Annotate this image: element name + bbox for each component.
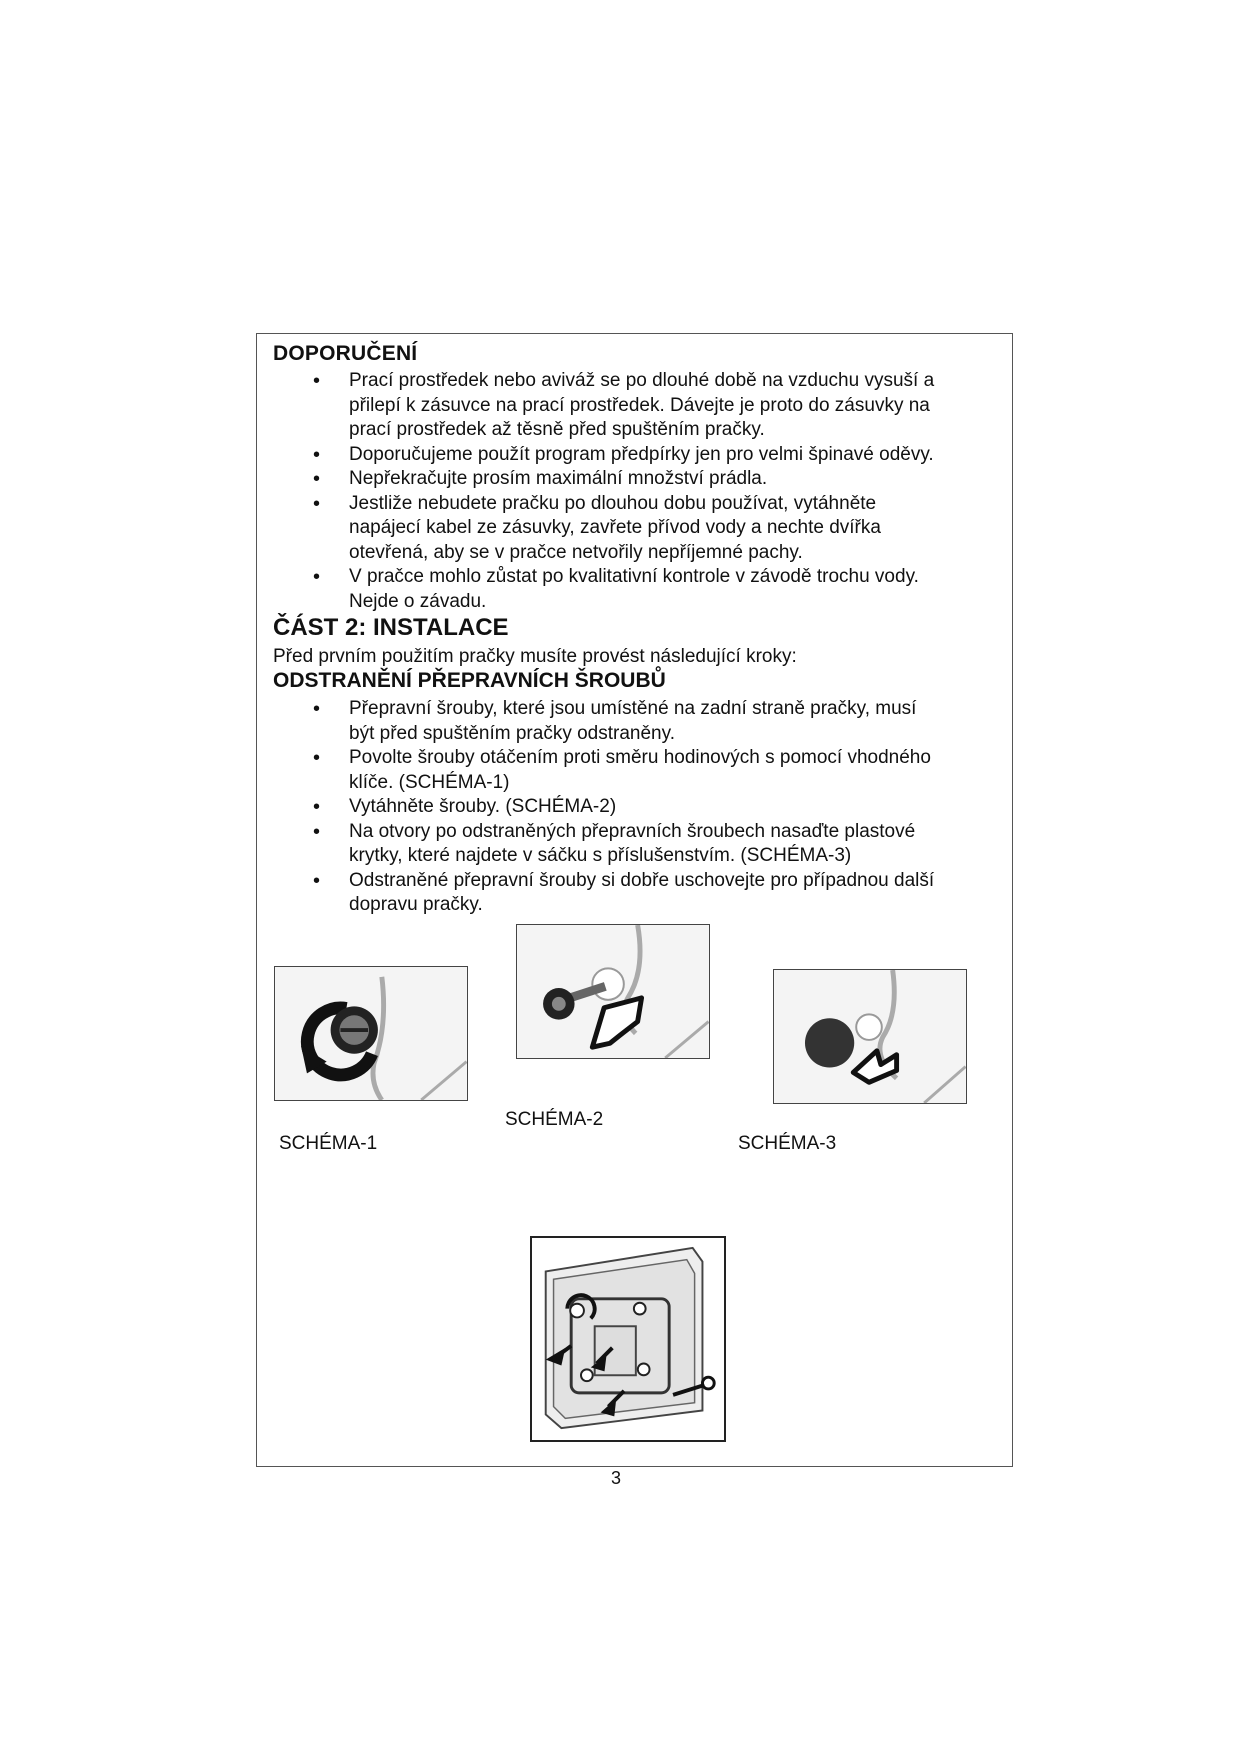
schema-1-caption: SCHÉMA-1 bbox=[279, 1133, 378, 1154]
page-number: 3 bbox=[611, 1468, 622, 1488]
bullet-line: Na otvory po odstraněných přepravních šroubech nasaďte plastové bbox=[349, 820, 916, 842]
bullet-item bbox=[273, 746, 1013, 795]
bullet-line: dopravu pračky. bbox=[349, 894, 483, 915]
bullet-line: Přepravní šrouby, které jsou umístěné na zadní straně pračky, musí bbox=[349, 698, 917, 719]
bullet-line: Jestliže nebudete pračku po dlouhou dobu používat, vytáhněte bbox=[349, 492, 877, 514]
bullet-item bbox=[273, 565, 1013, 614]
bullet-item bbox=[273, 820, 1013, 869]
section-installation-heading: ČÁST 2: INSTALACE bbox=[273, 614, 509, 641]
bullet-item bbox=[273, 443, 1013, 468]
bullet-line: Odstraněné přepravní šrouby si dobře uschovejte pro případnou další bbox=[349, 869, 935, 891]
bullet-line: Vytáhněte šrouby. (SCHÉMA-2) bbox=[349, 796, 617, 817]
bullet-item bbox=[273, 795, 1013, 820]
bullet-line: přilepí k zásuvce na prací prostředek. Dávejte je proto do zásuvky na bbox=[349, 394, 930, 416]
bullet-item bbox=[273, 869, 1013, 918]
bullet-item bbox=[273, 467, 1013, 492]
bullet-item bbox=[273, 697, 1013, 746]
bullet-line: otevřená, aby se v pračce netvořily nepříjemné pachy. bbox=[349, 541, 803, 563]
washing-machine-back-diagram bbox=[530, 1236, 726, 1442]
bullet-item bbox=[273, 369, 1013, 443]
bullet-line: Prací prostředek nebo aviváž se po dlouhé době na vzduchu vysuší a bbox=[349, 370, 935, 391]
schema-3-caption: SCHÉMA-3 bbox=[738, 1133, 837, 1154]
bullet-line: V pračce mohlo zůstat po kvalitativní kontrole v závodě trochu vody. bbox=[349, 566, 919, 587]
bullet-line: krytky, které najdete v sáčku s příslušenstvím. (SCHÉMA-3) bbox=[349, 845, 852, 866]
bullet-line: Nejde o závadu. bbox=[349, 590, 487, 612]
bullet-line: Nepřekračujte prosím maximální množství prádla. bbox=[349, 468, 768, 489]
bullet-line: být před spuštěním pračky odstraněny. bbox=[349, 722, 675, 744]
bullet-line: Povolte šrouby otáčením proti směru hodinových s pomocí vhodného bbox=[349, 747, 931, 768]
schema-1-image bbox=[274, 966, 468, 1101]
transport-screws-list bbox=[273, 697, 1013, 918]
schema-2-image bbox=[516, 924, 710, 1059]
installation-intro: Před prvním použitím pračky musíte provést následující kroky: bbox=[273, 646, 797, 667]
bullet-item bbox=[273, 492, 1013, 566]
schema-3-image bbox=[773, 969, 967, 1104]
bullet-line: klíče. (SCHÉMA-1) bbox=[349, 771, 510, 793]
bullet-line: Doporučujeme použít program předpírky jen pro velmi špinavé oděvy. bbox=[349, 443, 934, 465]
transport-screws-heading: ODSTRANĚNÍ PŘEPRAVNÍCH ŠROUBŮ bbox=[273, 669, 666, 692]
recommendations-list bbox=[273, 369, 1013, 614]
bullet-line: prací prostředek až těsně před spuštěním pračky. bbox=[349, 419, 765, 440]
recommendations-heading: DOPORUČENÍ bbox=[273, 342, 418, 365]
schema-2-caption: SCHÉMA-2 bbox=[505, 1109, 604, 1130]
bullet-line: napájecí kabel ze zásuvky, zavřete přívod vody a nechte dvířka bbox=[349, 517, 881, 538]
